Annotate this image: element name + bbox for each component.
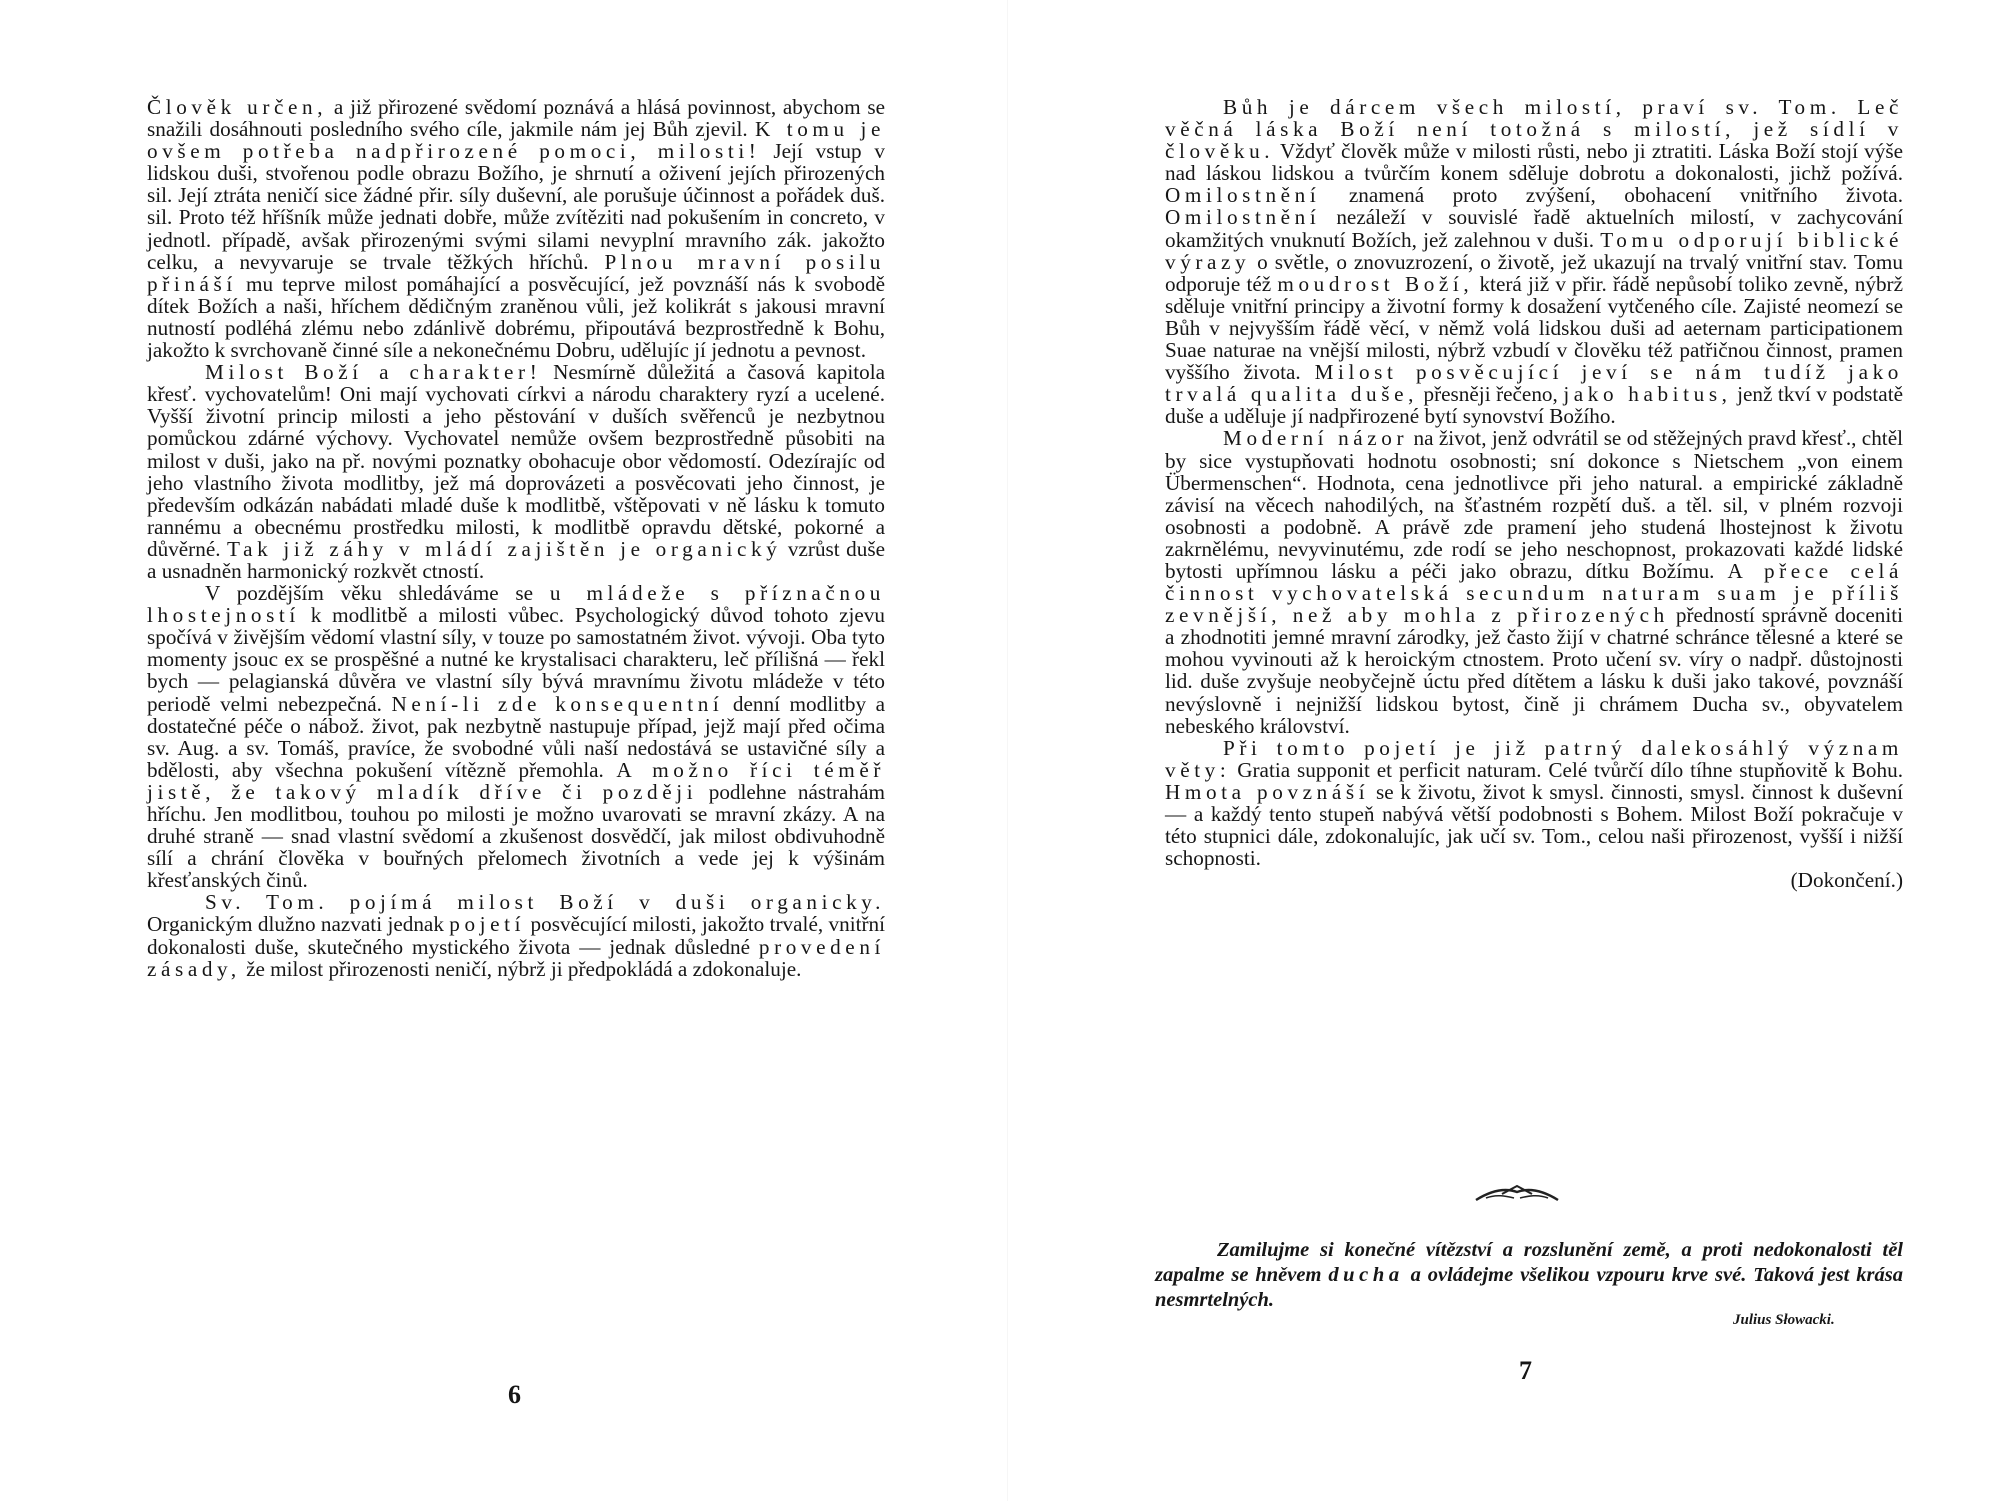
spaced-emphasis: Omilostnění [1165, 183, 1321, 208]
paragraph: Milost Boží a charakter! Nesmírně důležitá a časová kapitola křesť. vychovatelům! Oni mají vychovati církvi a národu charaktery ryzí a ucelené. Vyšší životní princip milosti a jeho pěstování v duších svěřenců je nezbytnou pomůckou zdárné výchovy. Vychovatel nemůže ovšem bezprostředně působiti na milost v duši, jako na př. novými poznatky obohacuje obor vědomostí. Odezírajíc od jeho vlastního života modlitby, jež má doprovázeti a posvěcovati jeho činnost, je především odkázán nabádati mladé duše k modlitbě, vštěpovati v ně lásku k tomuto rannému a obecnému prostředku milosti, k modlitbě opravdu dětské, pokorné a důvěrné. Tak již záhy v mládí zajištěn je organický vzrůst duše a usnadněn harmonický rozkvět ctností. [147, 360, 886, 583]
spaced-emphasis: Milost posvěcující jeví se nám tudíž jako trvalá qualita duše, [1165, 360, 1903, 407]
spaced-emphasis: Sv. Tom. pojímá milost Boží v duši organicky. [205, 890, 885, 915]
book-spine [1007, 0, 1008, 1501]
paragraph: V pozdějším věku shledáváme se u mládeže s příznačnou lhostejností k modlitbě a milosti vůbec. Psychologický důvod tohoto zjevu spočívá v živějším vědomí vlastní síly, v touze po samostatném život. vývoji. Oba tyto momenty jsouc ex se prospěšné a nutné ke krystalisaci charakteru, leč přílišná — řekl bych — pelagianská důvěra ve vlastní síly bývá mravnímu životu mládeže v této periodě velmi nebezpečná. Není-li zde konsequentní denní modlitby a dostatečné péče o nábož. život, pak nezbytně nastupuje případ, jejž mají před očima sv. Aug. a sv. Tomáš, pravíce, že svobodné vůli naší nedostává se ustavičné síly a bdělosti, aby všechna pokušení vítězně přemohla. A možno říci téměř jistě, že takový mladík dříve či později podlehne nástrahám hříchu. Jen modlitbou, touhou po milosti je možno uvarovati se mravní zkázy. A na druhé straně — snad vlastní svědomí a zkušenost dosvědčí, jak milost obdivuhodně sílí a chrání člověka v bouřných přelomech životních a vede jej k výšinám křesťanských činů. [147, 581, 885, 893]
left-page-text [147, 96, 885, 980]
spaced-emphasis: Plnou mravní posilu přináší [147, 249, 885, 296]
spaced-emphasis: A možno říci téměř jistě, že takový mladík dříve či později [147, 757, 885, 804]
spaced-emphasis: Omilostnění [1165, 205, 1321, 230]
spaced-emphasis: ducha [1328, 1264, 1404, 1286]
spaced-emphasis: Hmota povznáší [1165, 779, 1370, 804]
spaced-emphasis: Milost Boží a charakter! [205, 360, 542, 385]
page-number-right: 7 [1519, 1356, 1532, 1385]
spaced-emphasis: Tomu odporují biblické výrazy [1165, 227, 1903, 274]
ornament-divider-icon [1472, 1180, 1562, 1206]
paragraph: Bůh je dárcem všech milostí, praví sv. Tom. Leč věčná láska Boží není totožná s milostí, jež sídlí v člověku. Vždyť člověk může v milosti růsti, nebo ji ztratiti. Láska Boží stojí výše nad láskou lidskou a tvůrčím konem sděluje dobrotu a dokonalosti, jichž požívá. Omilostnění znamená proto zvýšení, obohacení vnitřního života. Omilostnění nezáleží v souvislé řadě aktuelních milostí, v zachycování okamžitých vnuknutí Božích, jež zalehnou v duši. Tomu odporují biblické výrazy o světle, o znovuzrození, o životě, jež ukazují na trvalý vnitřní stav. Tomu odporuje též moudrost Boží, která již v přir. řádě nepůsobí toliko zevně, nýbrž sděluje vnitřní principy a životní formy k dosažení vytčeného cíle. Zajisté neomezí se Bůh v nejvyšším řádě věcí, v němž volá lidskou duši ad aeternam participationem Suae naturae na vnější milosti, nýbrž vzbudí v člověku též patřičnou činnost, pramen vyššího života. Milost posvěcující jeví se nám tudíž jako trvalá qualita duše, přesněji řečeno, jako habitus, jenž tkví v podstatě duše a uděluje jí nadpřirozené bytí synovství Božího. [1165, 95, 1904, 429]
spaced-emphasis: A přece celá činnost vychovatelská secundum naturam suam je příliš zevnější, než aby mohla z přirozených [1165, 558, 1903, 628]
spaced-emphasis: Bůh je dárcem všech milostí, praví sv. Tom. Leč věčná láska Boží není totožná s milostí, jež sídlí v člověku. [1165, 95, 1903, 164]
paragraph: Sv. Tom. pojímá milost Boží v duši organicky. Organickým dlužno nazvati jednak pojetí posvěcující milosti, jakožto trvalé, vnitřní dokonalosti duše, skutečného mystického života — jednak důsledné provedení zásady, že milost přirozenosti neničí, nýbrž ji předpokládá a zdokonaluje. [147, 890, 886, 981]
spaced-emphasis: Moderní názor [1223, 426, 1409, 451]
spaced-emphasis: Člověk určen, [147, 95, 328, 119]
spaced-emphasis: moudrost Boží, [1277, 271, 1474, 296]
paragraph: Člověk určen, a již přirozené svědomí poznává a hlásá povinnost, abychom se snažili dosáhnouti posledního svého cíle, jakmile nám jej Bůh zjevil. K tomu je ovšem potřeba nadpřirozené pomoci, milosti! Její vstup v lidskou duši, stvořenou podle obrazu Božího, je shrnutí a oživení jejích přirozených sil. Její ztráta neničí sice žádné přir. síly duševní, ale porušuje účinnost a pořádek duš. sil. Proto též hříšník může jednati dobře, může zvítěziti nad pokušením in concreto, v jednotl. případě, avšak přirozenými svými silami nevyplní mravního zák. jakožto celku, a nevyvaruje se trvale těžkých hříchů. Plnou mravní posilu přináší mu teprve milost pomáhající a posvěcující, jež povznáší nás k svobodě dítek Božích a naši, hříchem dědičným zraněnou vůli, jež kolikrát s jakousi mravní nutností podléhá zlému nebo zdánlivě dobrému, připoutává bezprostředně k Bohu, jakožto k svrchovaně činné síle a nekonečnému Dobru, udělujíc jí jednotu a pevnost. [147, 95, 885, 363]
continuation-note: (Dokončení.) [1790, 868, 1903, 893]
quote-author: Julius Słowacki. [1733, 1312, 1835, 1328]
paragraph: Moderní názor na život, jenž odvrátil se od stěžejných pravd křesť., chtěl by sice vystupňovati hodnotu osobnosti; sní dokonce s Nietschem „von einem Übermenschen“. Hodnota, cena jednotlivce při jeho natural. a empirické základně závisí na věcech nahodilých, na šťastném rozpětí duš. a těl. sil, v plném rozvoji osobnosti a podobně. A právě zde pramení jeho studená lhostejnost k životu zakrnělému, nevyvinutému, zde rodí se jeho neschopnost, prokazovati každé lidské bytosti upřímnou lásku a péči jako obrazu, dítku Božímu. A přece celá činnost vychovatelská secundum naturam suam je příliš zevnější, než aby mohla z přirozených předností správně doceniti a zhodnotiti jemné mravní zárodky, jež často žijí v chatrné schránce tělesné a které se mohou vyvinouti až k heroickým ctnostem. Proto učení sv. víry o nadpř. důstojnosti lid. duše zvyšuje neobyčejně úctu před dítětem a lásku k duši jako takové, povznáší nevýslovně i nejnižší lidskou bytost, čině ji chrámem Ducha sv., obyvatelem nebeského království. [1165, 426, 1903, 738]
right-page-text [1165, 96, 1903, 891]
spaced-emphasis: Tak již záhy v mládí zajištěn je organický [227, 536, 782, 561]
spaced-emphasis: jako habitus, [1563, 382, 1732, 407]
spaced-emphasis: pojetí [449, 912, 526, 937]
spaced-emphasis: Není-li zde konsequentní [391, 691, 724, 716]
paragraph: Při tomto pojetí je již patrný dalekosáhlý význam věty: Gratia supponit et perficit naturam. Celé tvůrčí dílo tíhne stupňovitě k Bohu. Hmota povznáší se k životu, život k smysl. činnosti, smysl. činnost k duševní — a každý tento stupeň nabývá větší podobnosti s Bohem. Milost Boží pokračuje v této stupnici dále, zdokonalujíc, jak učí sv. Tom., celou naši přirozenost, vyšší i nižší schopnosti. [1165, 735, 1903, 871]
spaced-emphasis: Při tomto pojetí je již patrný dalekosáhlý význam věty: [1165, 735, 1903, 782]
page-number-left: 6 [508, 1380, 521, 1409]
closing-quote [1155, 1238, 1903, 1313]
end-note-line [1165, 869, 1903, 891]
spaced-emphasis: provedení zásady, [147, 934, 885, 981]
quote-text: Zamilujme si konečné vítězství a rozslunění země, a proti nedokonalosti těl zapalme se hněvem ducha a ovládejme všelikou vzpouru krve své. Taková jest krása nesmrtelných. [1155, 1239, 1903, 1311]
spaced-emphasis: u mládeže s příznačnou lhostejností [147, 581, 885, 628]
spaced-emphasis: K tomu je ovšem potřeba nadpřirozené pomoci, milosti! [147, 117, 885, 164]
